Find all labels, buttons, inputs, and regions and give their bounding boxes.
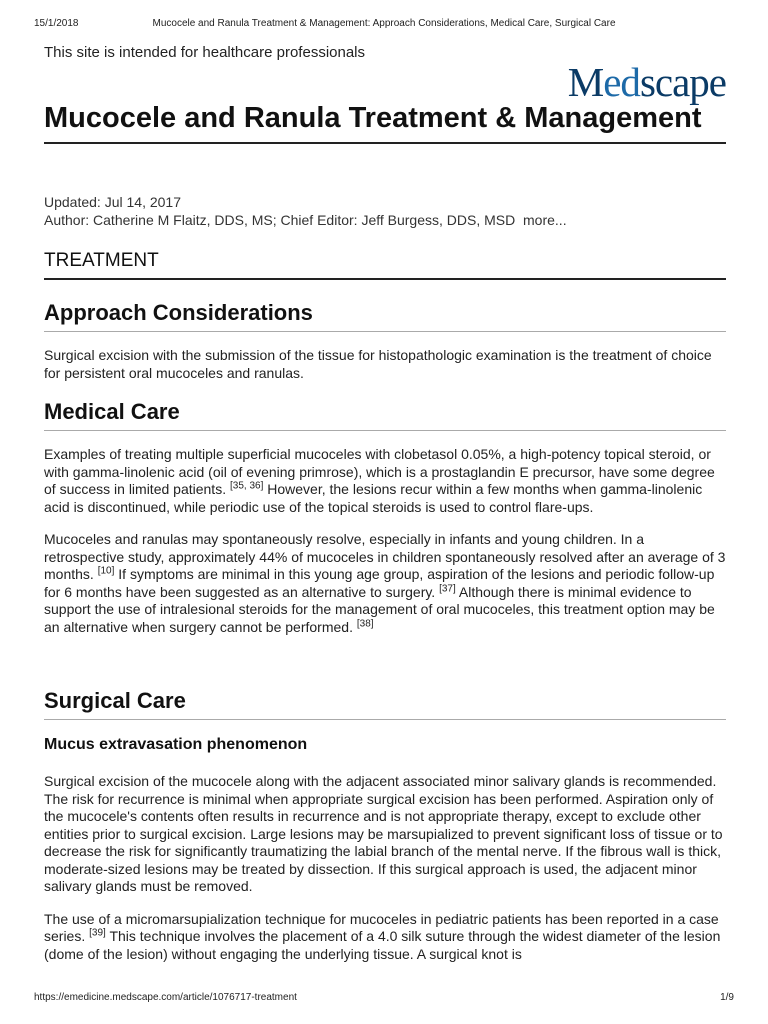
page-number: 1/9 [720,992,734,1003]
article-meta [44,193,567,229]
medical-care-heading: Medical Care [44,399,726,431]
medscape-logo[interactable]: Medscape [567,59,726,105]
page-url: https://emedicine.medscape.com/article/1076717-treatment [34,992,297,1003]
professional-disclaimer: This site is intended for healthcare professionals [44,44,366,61]
print-page-title: Mucocele and Ranula Treatment & Management: Approach Considerations, Medical Care, Surgical Care [152,18,616,29]
print-date: 15/1/2018 [34,18,79,29]
medical-paragraph-2: Mucoceles and ranulas may spontaneously resolve, especially in infants and young children. In a retrospective study, approximately 44% of mucoceles in children spontaneously resolved after an average of 3 months. [10] If symptoms are minimal in this young age group, aspiration of the lesions and periodic follow-up for 6 months have been suggested as an alternative to surgery. [37] Although there is minimal evidence to support the use of intralesional steroids for the management of oral mucoceles, this treatment option may be an alternative when surgery cannot be performed. [38] [44,531,726,635]
citation-10[interactable]: [10] [97,565,115,577]
surgical-care-heading: Surgical Care [44,688,726,720]
medical-paragraph-1: Examples of treating multiple superficial mucoceles with clobetasol 0.05%, a high-potency topical steroid, or with gamma-linolenic acid (oil of evening primrose), which is a prostaglandin E precursor, have some degree of success in limited patients. [35, 36] However, the lesions recur within a few months when gamma-linolenic acid is discontinued, while periodic use of the topical steroids is used to control flare-ups. [44,446,715,515]
author-line: Author: Catherine M Flaitz, DDS, MS; Chief Editor: Jeff Burgess, DDS, MSD more... [44,212,567,228]
citation-39[interactable]: [39] [89,927,106,939]
approach-heading: Approach Considerations [44,300,726,332]
approach-paragraph: Surgical excision with the submission of the tissue for histopathologic examination is the treatment of choice for persistent oral mucoceles and ranulas. [44,347,712,381]
citation-35-36[interactable]: [35, 36] [229,480,264,492]
surgical-paragraph-1: Surgical excision of the mucocele along with the adjacent associated minor salivary glands is recommended. The risk for recurrence is minimal when appropriate surgical excision has been performed. Aspiration only of the mucocele's contents often results in recurrence and is not appropriate therapy, except to exclude other entities prior to surgical excision. Large lesions may be marsupialized to prevent significant loss of tissue or to decrease the risk for significantly traumatizing the labial branch of the mental nerve. If the fibrous wall is thick, moderate-sized lesions may be treated by dissection. If this surgical approach is used, the adjacent minor salivary glands must be removed. [44,773,723,894]
approach-section [44,300,726,382]
surgical-paragraph-2: The use of a micromarsupialization technique for mucoceles in pediatric patients has been reported in a case series. [39] This technique involves the placement of a 4.0 silk suture through the widest diameter of the lesion (dome of the lesion) without engaging the underlying tissue. A surgical knot is [44,910,721,962]
more-link[interactable]: more... [523,212,567,228]
citation-37[interactable]: [37] [439,582,456,594]
article-title: Mucocele and Ranula Treatment & Management [44,100,726,144]
citation-38[interactable]: [38] [356,617,374,629]
section-title: TREATMENT [44,250,726,280]
medical-care-section [44,399,726,636]
mucus-extravasation-subheading: Mucus extravasation phenomenon [44,736,308,753]
surgical-care-section [44,688,726,963]
print-footer [34,992,734,1003]
updated-date: Updated: Jul 14, 2017 [44,194,181,210]
print-header [34,18,734,29]
